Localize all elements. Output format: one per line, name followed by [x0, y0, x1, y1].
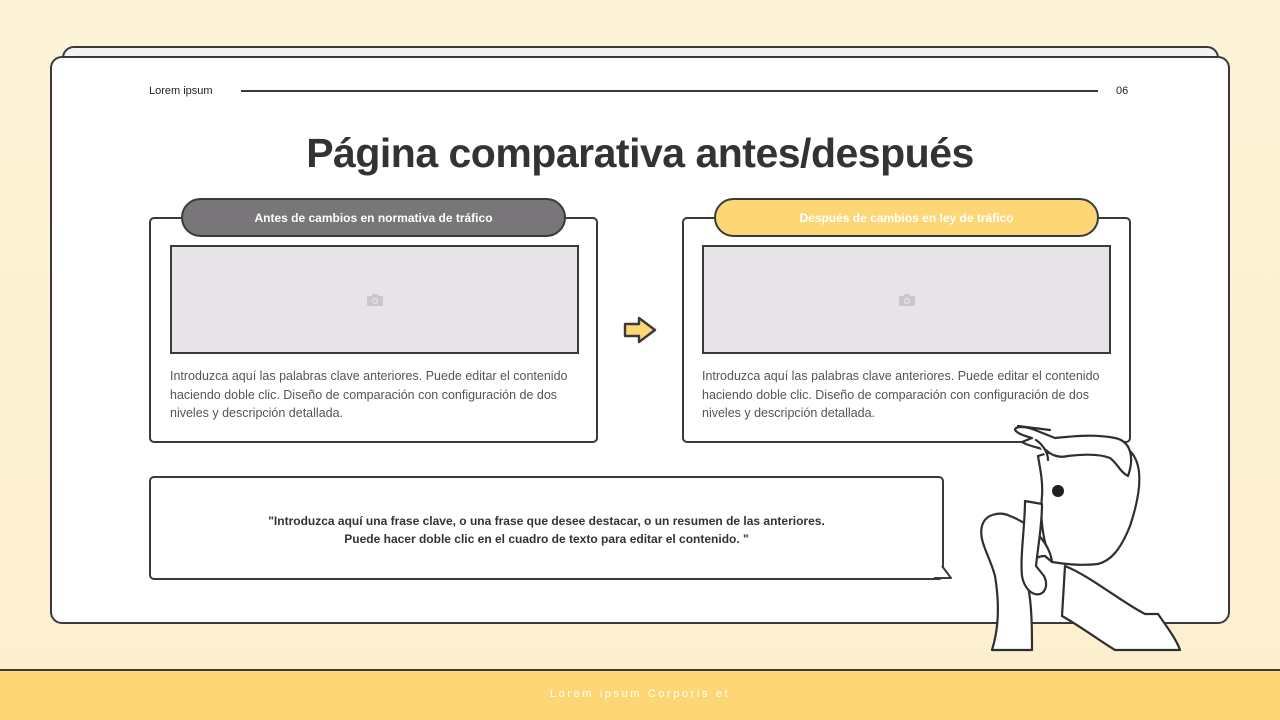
after-label: Después de cambios en ley de tráfico [799, 210, 1014, 225]
after-description: Introduzca aquí las palabras clave anteriores. Puede editar el contenido haciendo doble clic. Diseño de comparación con configuración de dos niveles y descripción detallada. [702, 369, 1100, 420]
before-label-pill [181, 198, 566, 237]
arrow-right-icon [622, 315, 658, 345]
page-title: Página comparativa antes/después [306, 130, 974, 176]
header-label: Lorem ipsum [149, 85, 213, 97]
speech-tail [934, 566, 954, 582]
kneeling-character-illustration [970, 416, 1185, 656]
before-image-placeholder[interactable] [170, 245, 579, 354]
quote-line-1: "Introduzca aquí una frase clave, o una frase que desee destacar, o un resumen de las anteriores. [268, 514, 825, 528]
quote-text [149, 512, 944, 548]
after-image-placeholder[interactable] [702, 245, 1111, 354]
before-description: Introduzca aquí las palabras clave anteriores. Puede editar el contenido haciendo doble clic. Diseño de comparación con configuración de dos niveles y descripción detallada. [170, 369, 568, 420]
page-number: 06 [1116, 85, 1129, 97]
camera-icon [366, 293, 384, 307]
header-divider [241, 90, 1098, 92]
quote-line-2: Puede hacer doble clic en el cuadro de texto para editar el contenido. " [344, 532, 749, 546]
camera-icon [898, 293, 916, 307]
footer-text: Lorem ipsum Corporis et [549, 688, 731, 700]
before-label: Antes de cambios en normativa de tráfico [254, 210, 493, 225]
after-label-pill [714, 198, 1099, 237]
